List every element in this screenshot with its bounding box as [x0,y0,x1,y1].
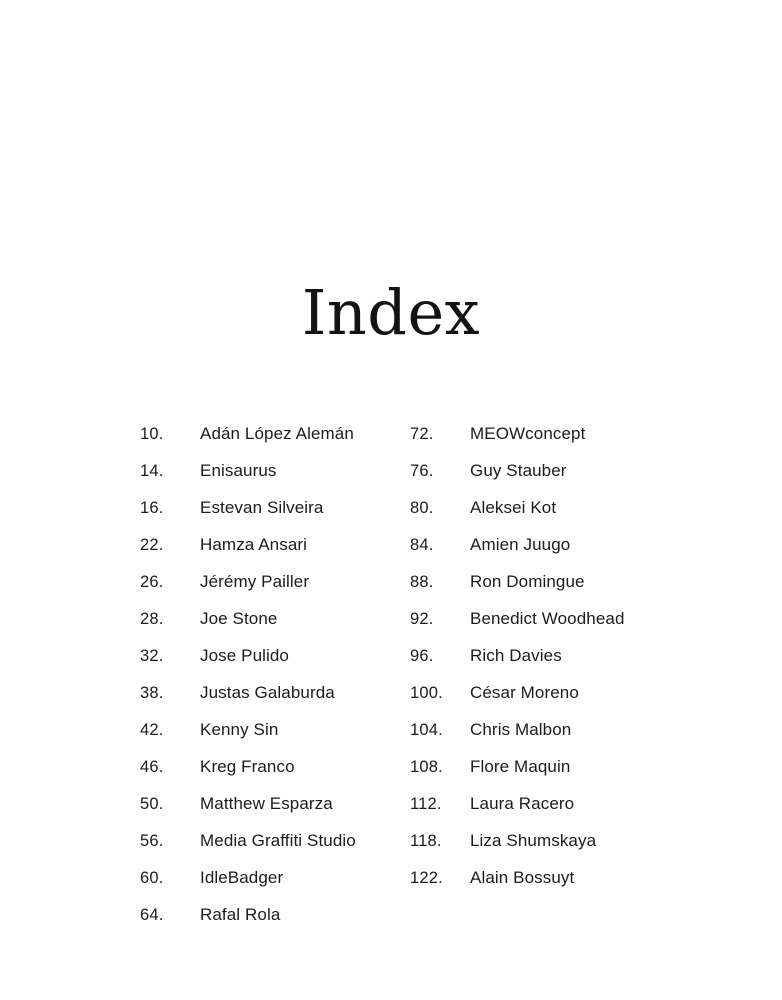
index-entry-name: Justas Galaburda [200,683,335,702]
list-item[interactable] [140,868,410,905]
list-item[interactable] [410,720,680,757]
list-item[interactable] [410,794,680,831]
list-item[interactable] [410,683,680,720]
list-item[interactable] [140,794,410,831]
list-item[interactable] [140,535,410,572]
list-item[interactable] [410,609,680,646]
index-entry-name: Enisaurus [200,461,277,480]
list-item[interactable] [140,683,410,720]
list-item[interactable] [140,498,410,535]
index-entry-name: Media Graffiti Studio [200,831,356,850]
index-page-number: 56. [140,832,164,850]
index-page-number: 80. [410,499,434,517]
index-page-number: 76. [410,462,434,480]
list-item[interactable] [410,646,680,683]
index-entry-name: César Moreno [470,683,579,702]
list-item[interactable] [410,535,680,572]
index-page-number: 50. [140,795,164,813]
list-item[interactable] [410,572,680,609]
index-page-number: 64. [140,906,164,924]
index-page-number: 42. [140,721,164,739]
index-page-number: 88. [410,573,434,591]
list-item[interactable] [410,757,680,794]
list-item[interactable] [140,757,410,794]
list-item[interactable] [140,572,410,609]
index-entry-name: Jose Pulido [200,646,289,665]
index-page-number: 38. [140,684,164,702]
index-entry-name: Laura Racero [470,794,575,813]
index-page-number: 108. [410,758,443,776]
index-page-number: 100. [410,684,443,702]
index-page-number: 14. [140,462,164,480]
index-entry-name: Jérémy Pailler [200,572,310,591]
index-page-number: 28. [140,610,164,628]
index-entry-name: Kreg Franco [200,757,295,776]
index-column-right [410,424,680,942]
list-item[interactable] [410,498,680,535]
index-page-number: 16. [140,499,164,517]
index-entry-name: Chris Malbon [470,720,572,739]
index-page-number: 84. [410,536,434,554]
index-page-number: 32. [140,647,164,665]
list-item[interactable] [140,646,410,683]
index-entry-name: Rafal Rola [200,905,281,924]
index-page-number: 60. [140,869,164,887]
index-column-left [140,424,410,942]
list-item[interactable] [410,831,680,868]
list-item[interactable] [140,461,410,498]
index-entry-name: Joe Stone [200,609,278,628]
list-item[interactable] [140,609,410,646]
list-item[interactable] [140,424,410,461]
index-page-number: 26. [140,573,164,591]
index-entry-name: Liza Shumskaya [470,831,597,850]
index-entry-name: Adán López Alemán [200,424,354,443]
index-entry-name: Aleksei Kot [470,498,557,517]
list-item[interactable] [410,868,680,905]
index-entry-name: Kenny Sin [200,720,279,739]
index-page-number: 22. [140,536,164,554]
index-page-number: 10. [140,425,164,443]
index-entry-name: IdleBadger [200,868,284,887]
index-page-number: 92. [410,610,434,628]
index-entry-name: Rich Davies [470,646,562,665]
list-item[interactable] [140,720,410,757]
list-item[interactable] [140,905,410,942]
index-entry-name: Benedict Woodhead [470,609,625,628]
index-page-number: 112. [410,795,442,813]
index-entry-name: Matthew Esparza [200,794,333,813]
index-entry-name: Flore Maquin [470,757,571,776]
index-columns [140,424,680,942]
index-entry-name: Alain Bossuyt [470,868,575,887]
index-page-number: 104. [410,721,443,739]
index-page-number: 118. [410,832,442,850]
index-entry-name: Hamza Ansari [200,535,308,554]
page-title: Index [301,276,481,349]
list-item[interactable] [410,461,680,498]
index-entry-name: Amien Juugo [470,535,571,554]
list-item[interactable] [140,831,410,868]
list-item[interactable] [410,424,680,461]
index-entry-name: Ron Domingue [470,572,585,591]
index-entry-name: MEOWconcept [470,424,586,443]
index-page-number: 46. [140,758,164,776]
index-entry-name: Estevan Silveira [200,498,324,517]
index-page-number: 72. [410,425,434,443]
index-page-number: 96. [410,647,434,665]
index-page-number: 122. [410,869,443,887]
index-entry-name: Guy Stauber [470,461,567,480]
